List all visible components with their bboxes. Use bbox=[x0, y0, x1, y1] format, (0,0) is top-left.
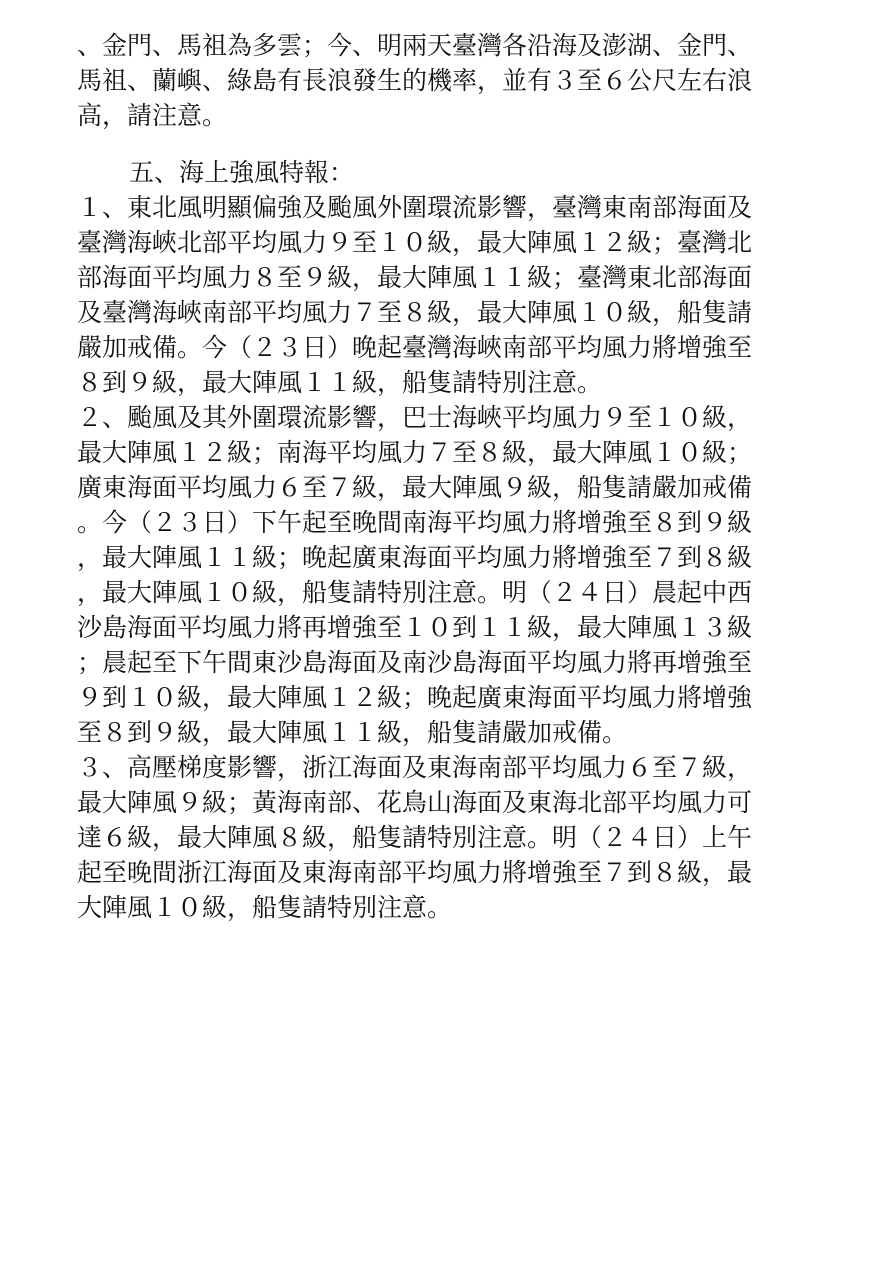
text-line: 部海面平均風力８至９級，最大陣風１１級；臺灣東北部海面 bbox=[77, 263, 753, 292]
document-page bbox=[77, 28, 817, 925]
text-line: 、金門、馬祖為多雲；今、明兩天臺灣各沿海及澎湖、金門、 bbox=[77, 31, 753, 60]
text-line: ；晨起至下午間東沙島海面及南沙島海面平均風力將再增強至 bbox=[77, 648, 753, 677]
text-line: １、東北風明顯偏強及颱風外圍環流影響，臺灣東南部海面及 bbox=[77, 193, 753, 222]
text-line: ２、颱風及其外圍環流影響，巴士海峽平均風力９至１０級， bbox=[77, 403, 753, 432]
text-line: 及臺灣海峽南部平均風力７至８級，最大陣風１０級，船隻請 bbox=[77, 298, 753, 327]
text-line: 廣東海面平均風力６至７級，最大陣風９級，船隻請嚴加戒備 bbox=[77, 473, 753, 502]
text-line: 最大陣風９級；黃海南部、花鳥山海面及東海北部平均風力可 bbox=[77, 788, 753, 817]
text-line: 。今（２３日）下午起至晚間南海平均風力將增強至８到９級 bbox=[77, 508, 753, 537]
text-line: 沙島海面平均風力將再增強至１０到１１級，最大陣風１３級 bbox=[77, 613, 753, 642]
text-line: 最大陣風１２級；南海平均風力７至８級，最大陣風１０級； bbox=[77, 438, 753, 467]
text-line: 臺灣海峽北部平均風力９至１０級，最大陣風１２級；臺灣北 bbox=[77, 228, 753, 257]
text-line: ，最大陣風１０級，船隻請特別注意。明（２４日）晨起中西 bbox=[77, 578, 753, 607]
intro-paragraph bbox=[77, 28, 817, 133]
section-heading: 五、海上強風特報： bbox=[129, 158, 355, 187]
text-line: 達６級，最大陣風８級，船隻請特別注意。明（２４日）上午 bbox=[77, 823, 753, 852]
text-line: ９到１０級，最大陣風１２級；晚起廣東海面平均風力將增強 bbox=[77, 683, 753, 712]
text-line: 嚴加戒備。今（２３日）晚起臺灣海峽南部平均風力將增強至 bbox=[77, 333, 753, 362]
text-line: 高，請注意。 bbox=[77, 101, 228, 130]
warning-item-2 bbox=[77, 400, 817, 750]
paragraph-spacer bbox=[77, 133, 817, 155]
text-line: ，最大陣風１１級；晚起廣東海面平均風力將增強至７到８級 bbox=[77, 543, 753, 572]
text-line: 馬祖、蘭嶼、綠島有長浪發生的機率，並有３至６公尺左右浪 bbox=[77, 66, 753, 95]
text-line: 至８到９級，最大陣風１１級，船隻請嚴加戒備。 bbox=[77, 718, 628, 747]
text-line: 大陣風１０級，船隻請特別注意。 bbox=[77, 893, 453, 922]
warning-item-3 bbox=[77, 750, 817, 925]
text-line: ３、高壓梯度影響，浙江海面及東海南部平均風力６至７級， bbox=[77, 753, 753, 782]
warning-item-1 bbox=[77, 190, 817, 400]
text-line: 起至晚間浙江海面及東海南部平均風力將增強至７到８級，最 bbox=[77, 858, 753, 887]
text-line: ８到９級，最大陣風１１級，船隻請特別注意。 bbox=[77, 368, 603, 397]
